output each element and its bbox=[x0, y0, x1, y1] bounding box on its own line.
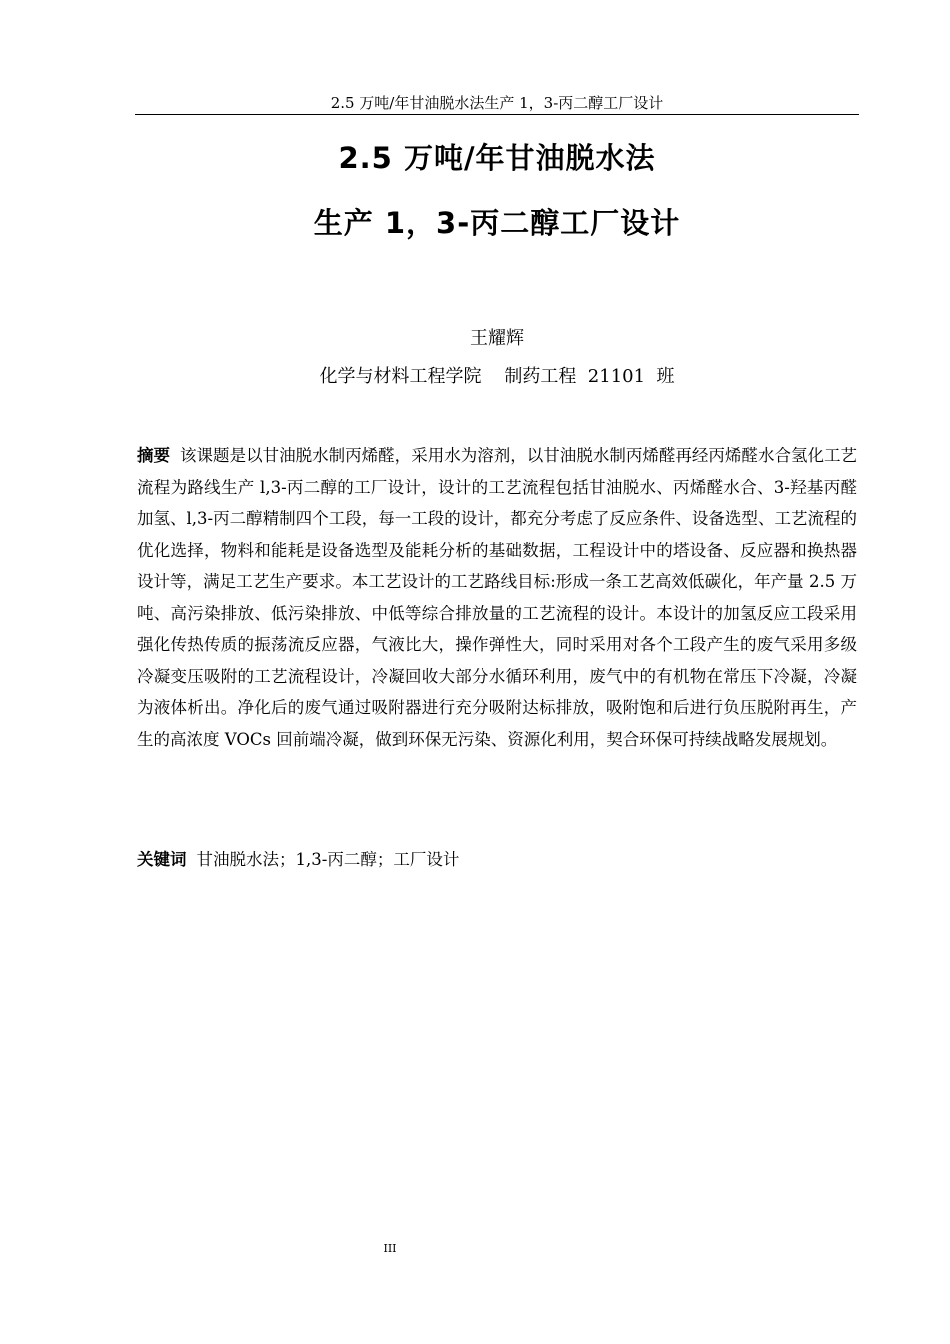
abstract-label: 摘要 bbox=[137, 446, 171, 465]
page-number: III bbox=[383, 1242, 397, 1255]
author-affiliation: 化学与材料工程学院 制药工程 21101 班 bbox=[319, 366, 675, 387]
author-name: 王耀辉 bbox=[470, 328, 524, 349]
paper-title-line-2: 生产 1，3-丙二醇工厂设计 bbox=[313, 206, 681, 240]
keywords-label: 关键词 bbox=[137, 850, 187, 869]
paper-title-line-1: 2.5 万吨/年甘油脱水法 bbox=[338, 141, 656, 175]
keywords bbox=[137, 846, 857, 874]
running-header: 2.5 万吨/年甘油脱水法生产 1，3-丙二醇工厂设计 bbox=[135, 94, 859, 115]
abstract bbox=[137, 440, 857, 755]
keywords-text: 甘油脱水法；1,3-丙二醇；工厂设计 bbox=[196, 850, 460, 869]
abstract-text: 该课题是以甘油脱水制丙烯醛，采用水为溶剂，以甘油脱水制丙烯醛再经丙烯醛水合氢化工艺流程为路线生产 l,3-丙二醇的工厂设计，设计的工艺流程包括甘油脱水、丙烯醛水合、3-羟基丙醛加氢、l,3-丙二醇精制四个工段，每一工段的设计，都充分考虑了反应条件、设备选型、工艺流程的优化选择，物料和能耗是设备选型及能耗分析的基础数据，工程设计中的塔设备、反应器和换热器设计等，满足工艺生产要求。本工艺设计的工艺路线目标:形成一条工艺高效低碳化，年产量 2.5 万吨、高污染排放、低污染排放、中低等综合排放量的工艺流程的设计。本设计的加氢反应工段采用强化传热传质的振荡流反应器，气液比大，操作弹性大，同时采用对各个工段产生的废气采用多级冷凝变压吸附的工艺流程设计，冷凝回收大部分水循环利用，废气中的有机物在常压下冷凝，冷凝为液体析出。净化后的废气通过吸附器进行充分吸附达标排放，吸附饱和后进行负压脱附再生，产生的高浓度 VOCs 回前端冷凝，做到环保无污染、资源化利用，契合环保可持续战略发展规划。 bbox=[137, 446, 858, 749]
